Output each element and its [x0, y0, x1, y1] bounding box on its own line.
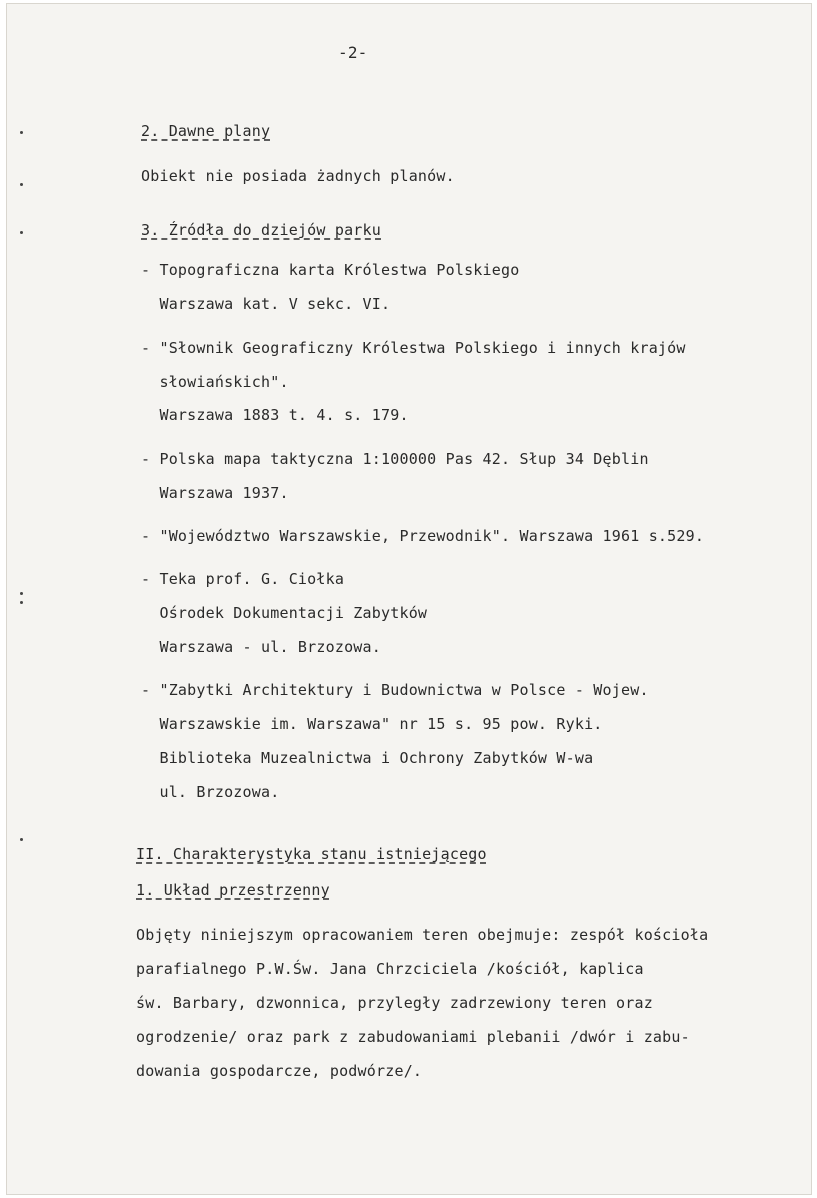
section-2-heading: 2. Dawne plany	[141, 122, 271, 140]
source-line: - "Województwo Warszawskie, Przewodnik". Warszawa 1961 s.529.	[141, 527, 705, 545]
paragraph-line: ogrodzenie/ oraz park z zabudowaniami plebanii /dwór i zabu-	[136, 1028, 690, 1046]
margin-mark	[20, 592, 23, 595]
section-II-subheading: 1. Układ przestrzenny	[136, 881, 330, 899]
paragraph-line: św. Barbary, dzwonnica, przyległy zadrzewiony teren oraz	[136, 994, 653, 1012]
section-II-heading: II. Charakterystyka stanu istniejącego	[136, 845, 487, 863]
section-2-text: Obiekt nie posiada żadnych planów.	[141, 167, 455, 185]
margin-mark	[20, 183, 23, 186]
source-line: Ośrodek Dokumentacji Zabytków	[141, 604, 428, 622]
source-line: słowiańskich".	[141, 373, 289, 391]
source-line: - Polska mapa taktyczna 1:100000 Pas 42. Słup 34 Dęblin	[141, 450, 649, 468]
source-line: Warszawa 1937.	[141, 484, 289, 502]
paragraph-line: Objęty niniejszym opracowaniem teren obejmuje: zespół kościoła	[136, 926, 709, 944]
page-number: -2-	[338, 43, 368, 62]
source-line: ul. Brzozowa.	[141, 783, 280, 801]
paragraph-line: parafialnego P.W.Św. Jana Chrzciciela /kościół, kaplica	[136, 960, 644, 978]
margin-mark	[20, 131, 23, 134]
source-line: - "Słownik Geograficzny Królestwa Polskiego i innych krajów	[141, 339, 686, 357]
source-line: Warszawskie im. Warszawa" nr 15 s. 95 pow. Ryki.	[141, 715, 603, 733]
paragraph-line: dowania gospodarcze, podwórze/.	[136, 1062, 423, 1080]
source-line: Biblioteka Muzealnictwa i Ochrony Zabytków W-wa	[141, 749, 594, 767]
source-line: Warszawa - ul. Brzozowa.	[141, 638, 381, 656]
margin-mark	[20, 601, 23, 604]
margin-mark	[20, 231, 23, 234]
section-3-heading: 3. Źródła do dziejów parku	[141, 221, 381, 239]
source-line: Warszawa kat. V sekc. VI.	[141, 295, 391, 313]
source-line: - Teka prof. G. Ciołka	[141, 570, 345, 588]
source-line: - "Zabytki Architektury i Budownictwa w Polsce - Wojew.	[141, 681, 649, 699]
margin-mark	[20, 838, 23, 841]
source-line: - Topograficzna karta Królestwa Polskiego	[141, 261, 520, 279]
source-line: Warszawa 1883 t. 4. s. 179.	[141, 406, 409, 424]
